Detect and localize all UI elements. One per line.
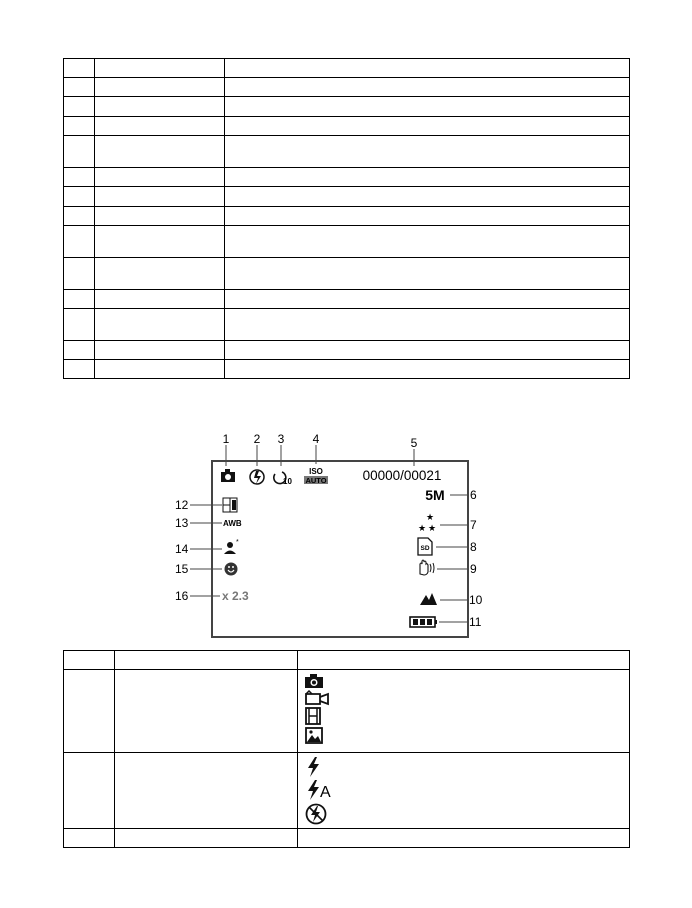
lcd-diagram [170, 428, 490, 643]
table-row [64, 136, 630, 168]
table-row [64, 290, 630, 309]
table-row [64, 117, 630, 136]
white-balance-label: AWB [223, 519, 242, 528]
table-row [64, 78, 630, 97]
table-row [64, 59, 630, 78]
table-row [64, 360, 630, 379]
table-row [64, 97, 630, 117]
table-row [64, 341, 630, 360]
svg-text:*: * [236, 539, 239, 546]
callout-4: 4 [312, 432, 320, 446]
callout-1: 1 [222, 432, 230, 446]
callout-9: 9 [470, 562, 477, 576]
svg-text:ISO: ISO [309, 467, 323, 476]
table-row [64, 226, 630, 258]
flash-on-icon [304, 756, 322, 778]
film-icon [304, 707, 322, 725]
table-row [64, 829, 630, 848]
callout-15: 15 [175, 562, 189, 576]
top-table [63, 58, 630, 379]
scene-landscape-icon [420, 593, 437, 605]
callout-14: 14 [175, 542, 189, 556]
callout-2: 2 [253, 432, 261, 446]
table-row [64, 187, 630, 207]
callout-16: 16 [175, 589, 189, 603]
flash-off-circle-icon [304, 802, 328, 826]
table-row [64, 651, 630, 670]
callout-12: 12 [175, 498, 189, 512]
svg-text:AUTO: AUTO [305, 476, 327, 485]
svg-text:★: ★ [418, 523, 427, 533]
svg-text:★: ★ [428, 523, 437, 533]
callout-8: 8 [470, 540, 477, 554]
camera-mode-icon [221, 469, 235, 482]
iso-indicator [304, 467, 328, 485]
frame-counter: 00000/00021 [362, 468, 442, 483]
callout-3: 3 [277, 432, 285, 446]
battery-icon [410, 617, 437, 627]
table-row [64, 670, 630, 753]
self-timer-icon [274, 472, 293, 486]
sd-card-icon [418, 538, 432, 555]
callout-6: 6 [470, 488, 477, 502]
flash-auto-icon [304, 779, 338, 801]
table-row [64, 753, 630, 829]
video-camera-icon [304, 690, 330, 706]
zoom-indicator: x 2.3 [222, 589, 249, 603]
callout-13: 13 [175, 516, 189, 530]
flash-off-icon [250, 470, 264, 484]
table-row [64, 258, 630, 290]
bottom-table [63, 650, 630, 848]
quality-stars-icon [418, 512, 436, 533]
callout-7: 7 [470, 518, 477, 532]
face-detect-icon [224, 539, 239, 554]
table-row [64, 168, 630, 187]
resolution-label: 5M [425, 487, 445, 503]
callout-5: 5 [410, 436, 418, 450]
callout-10: 10 [469, 593, 483, 607]
table-row [64, 207, 630, 226]
svg-text:10: 10 [283, 477, 292, 486]
svg-text:★: ★ [426, 512, 435, 522]
table-row [64, 309, 630, 341]
anti-shake-icon [420, 560, 434, 575]
smile-detect-icon [225, 563, 238, 576]
camera-icon [304, 673, 324, 689]
callout-11: 11 [469, 615, 482, 629]
metering-icon [223, 498, 237, 512]
svg-text:SD: SD [420, 545, 430, 552]
svg-text:A: A [320, 784, 331, 801]
photo-playback-icon [304, 726, 324, 744]
